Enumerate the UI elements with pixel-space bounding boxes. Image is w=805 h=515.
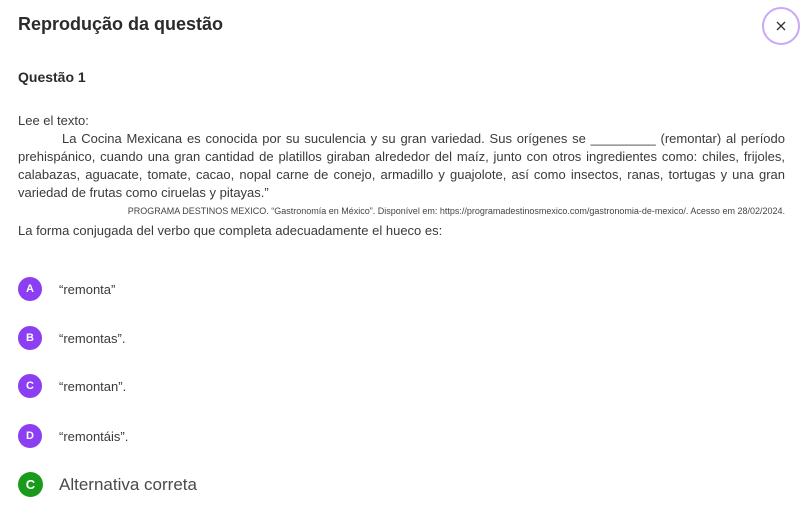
option-d[interactable]: [18, 424, 128, 448]
question-intro: Lee el texto:: [18, 113, 89, 128]
question-body: [18, 112, 785, 240]
question-source: PROGRAMA DESTINOS MEXICO. “Gastronomía en México”. Disponível em: https://programadestinosmexico.com/gastronomia-de-mexico/. Acesso em 28/02/2024.: [127, 206, 785, 216]
correct-answer-badge: C: [18, 472, 43, 497]
option-c[interactable]: [18, 374, 126, 398]
option-text: “remontan”.: [59, 378, 127, 394]
option-text: “remontas”.: [59, 330, 126, 346]
modal-title: Reprodução da questão: [18, 14, 224, 34]
close-button[interactable]: [762, 7, 800, 45]
option-text: “remontáis”.: [59, 428, 129, 444]
option-badge: D: [18, 424, 42, 448]
option-text: “remonta”: [59, 281, 116, 297]
close-icon: [776, 21, 786, 31]
option-a[interactable]: [18, 277, 115, 301]
option-badge: C: [18, 374, 42, 398]
option-badge: A: [18, 277, 42, 301]
correct-answer: [18, 472, 197, 497]
question-passage: La Cocina Mexicana es conocida por su suculencia y su gran variedad. Sus orígenes se _________ (remontar) al período prehispánico, cuando una gran cantidad de platillos giraban alrededor del maíz, junto con otros ingredientes como: chiles, frijoles, calabazas, aguacate, tomate, cacao, nopal carne de conejo, armadillo y guajolote, así como insectos, ranas, tortugas y una gran variedad de frutas como ciruelas y pitayas.”: [18, 131, 785, 200]
question-prompt: La forma conjugada del verbo que completa adecuadamente el hueco es:: [18, 223, 443, 238]
option-badge: B: [18, 326, 42, 350]
question-label: Questão 1: [18, 69, 86, 85]
correct-answer-label: Alternativa correta: [59, 474, 197, 494]
option-b[interactable]: [18, 326, 125, 350]
